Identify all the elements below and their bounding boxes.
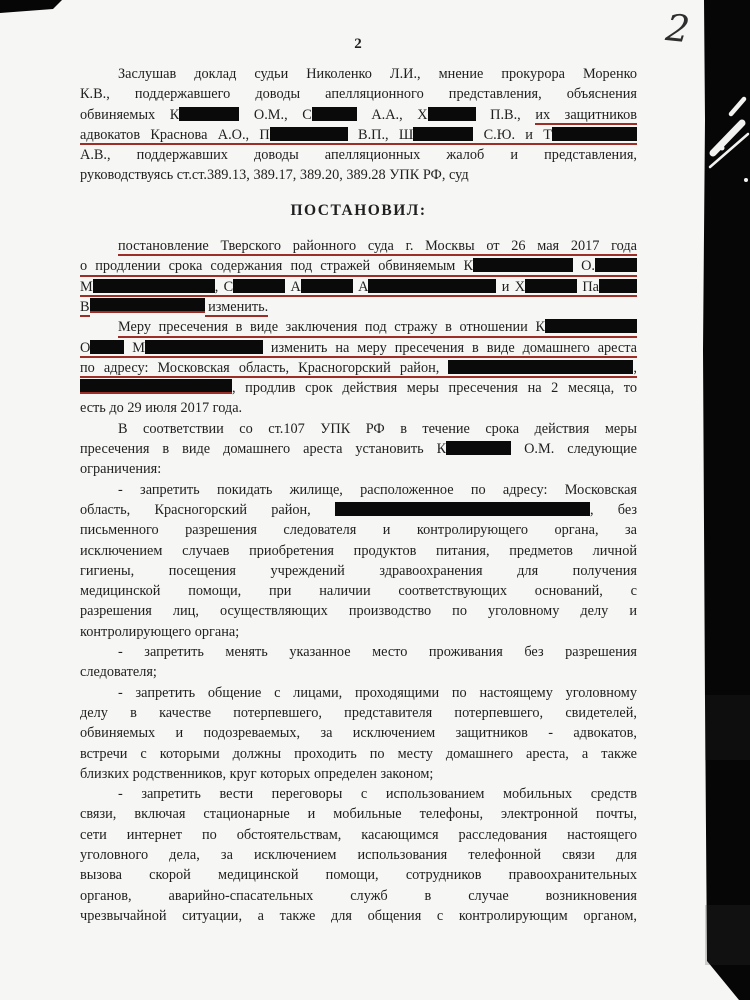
text-run: о продлении срока содержания под стражей обвиняемым К [80, 258, 473, 275]
text-run: разрешения лиц, осуществляющих производство по уголовному делу и [80, 603, 637, 620]
scan-edge-right-band [703, 0, 750, 1000]
document-text [80, 64, 637, 926]
redaction-box [552, 127, 637, 141]
resolution-heading: ПОСТАНОВИЛ: [290, 201, 427, 219]
text-run: следователя; [80, 664, 157, 681]
redaction-box [90, 298, 205, 313]
text-run: - запретить покидать жилище, расположенное по адресу: Московская [118, 481, 637, 498]
page-number: 2 [354, 36, 363, 52]
text-run: обвиняемых К [80, 106, 180, 123]
text-run: А [352, 278, 369, 295]
underlined-text: В [80, 298, 90, 315]
text-run: М [124, 339, 145, 356]
text-run: пресечения в виде домашнего ареста установить К [80, 441, 447, 458]
redaction-box [428, 107, 476, 121]
text-run: изменить на меру пресечения в виде домашнего ареста [262, 339, 637, 356]
text-run: медицинской помощи, при наличии соответствующих оснований, с [80, 583, 637, 600]
redaction-box [473, 258, 573, 272]
text-run: органов, аварийно-спасательных служб в случае возникновения [80, 887, 637, 904]
redaction-box [545, 319, 637, 333]
text-run: О.М., С [239, 106, 312, 123]
text-run: встречи с которыми должны проходить по месту домашнего ареста, а также [80, 745, 637, 762]
document-line [80, 84, 637, 104]
text-run: , [633, 359, 637, 376]
document-line [80, 378, 637, 398]
scan-edge-top-left [0, 0, 62, 13]
text-run: адвокатов Краснова А.О., П [80, 126, 270, 143]
text-run: - запретить менять указанное место проживания без разрешения [118, 644, 637, 661]
redaction-box [312, 107, 357, 121]
text-run: М [80, 278, 93, 295]
redaction-box [368, 279, 496, 293]
document-line [80, 845, 637, 865]
scan-noise [705, 695, 750, 760]
text-run: О. [573, 258, 595, 275]
document-line [80, 500, 637, 520]
redaction-box [301, 279, 353, 293]
document-line [80, 398, 637, 418]
text-run: ограничения: [80, 461, 162, 478]
text-run: А.А., Х [356, 106, 428, 123]
text-run: Заслушав доклад судьи Николенко Л.И., мнение прокурора Моренко [118, 66, 637, 82]
underlined-text: их защитников [535, 106, 638, 123]
document-line [80, 520, 637, 540]
redaction-box [93, 279, 215, 293]
document-line [80, 145, 637, 165]
text-run: чрезвычайной ситуации, а также для общения с контролирующим органом, [80, 907, 637, 924]
scan-noise [705, 905, 750, 965]
text-run: сети интернет по обстоятельствам, касающимся расследования настоящего [80, 826, 637, 843]
text-run: К.В., поддержавшего доводы апелляционного представления, объяснения [80, 86, 637, 103]
redaction-box [270, 127, 348, 141]
document-line [80, 105, 637, 125]
document-line [80, 662, 637, 682]
text-run: письменного разрешения следователя и контролирующего органа, за [80, 522, 637, 539]
text-run: область, Красногорский район, [80, 501, 335, 518]
text-run: П.В., [475, 106, 536, 123]
document-line [80, 317, 637, 337]
redaction-box [413, 127, 473, 141]
document-line [80, 622, 637, 642]
document-line [80, 125, 637, 145]
underlined-text: изменить. [204, 298, 269, 315]
document-line [80, 723, 637, 743]
document-line [80, 703, 637, 723]
redaction-box [446, 441, 511, 455]
text-run: А.В., поддержавших доводы апелляционных жалоб и представления, [80, 147, 637, 164]
document-line [80, 419, 637, 439]
document-line [80, 439, 637, 459]
document-line [80, 865, 637, 885]
document-line [80, 744, 637, 764]
handwritten-page-number: 2 [663, 6, 692, 52]
document-line [80, 459, 637, 479]
redaction-box [145, 340, 263, 354]
text-run: А [285, 278, 301, 295]
document-line [80, 297, 637, 317]
text-run: О.М. следующие [511, 441, 637, 458]
paperclip-artifact [710, 99, 748, 182]
document-line [80, 825, 637, 845]
text-run: , без [589, 501, 637, 518]
text-run: В.П., Ш [347, 126, 414, 143]
document-line [80, 764, 637, 784]
redaction-box [90, 340, 124, 354]
redaction-box [233, 279, 285, 293]
text-run: исключением случаев приобретения продуктов питания, предметов личной [80, 542, 637, 559]
text-run: делу в качестве потерпевшего, представителя потерпевшего, свидетелей, [80, 704, 637, 721]
redaction-box [80, 379, 232, 394]
text-run: вызова скорой медицинской помощи, сотрудников правоохранительных [80, 867, 637, 884]
text-run: Меру пресечения в виде заключения под стражу в отношении К [118, 319, 545, 336]
text-run: есть до 29 июля 2017 года. [80, 400, 243, 417]
document-line [80, 642, 637, 662]
text-run: по адресу: Московская область, Красногорский район, [80, 359, 449, 376]
document-line [80, 601, 637, 621]
text-run: обвиняемых и подозреваемых, за исключением защитников - адвокатов, [80, 725, 637, 742]
text-run: гигиены, посещения учреждений здравоохранения для получения [80, 562, 637, 579]
document-line [80, 338, 637, 358]
document-line [80, 256, 637, 276]
text-run: О [80, 339, 91, 356]
document-line [80, 561, 637, 581]
text-run: уголовного дела, за исключением использования телефонной связи для [80, 846, 637, 863]
redaction-box [179, 107, 239, 121]
text-run: контролирующего органа; [80, 623, 240, 640]
redaction-box [448, 360, 633, 374]
document-line [80, 804, 637, 824]
document-line [80, 784, 637, 804]
text-run: Па [577, 278, 599, 295]
redaction-box [525, 279, 577, 293]
text-run: , С [214, 278, 234, 295]
text-run: С.Ю. и Т [473, 126, 552, 143]
document-line [80, 480, 637, 500]
redaction-box [335, 502, 590, 516]
text-run: - запретить общение с лицами, проходящими по настоящему уголовному [118, 684, 637, 701]
text-run: связи, включая стационарные и мобильные телефоны, электронной почты, [80, 806, 637, 823]
document-line [80, 886, 637, 906]
document-line [80, 906, 637, 926]
document-line [80, 581, 637, 601]
document-line [80, 541, 637, 561]
document-line [80, 64, 637, 84]
document-line [80, 165, 637, 185]
document-line [80, 236, 637, 256]
document-line [80, 358, 637, 378]
redaction-box [599, 279, 637, 293]
document-line [80, 277, 637, 297]
text-run: , продлив срок действия меры пресечения на 2 месяца, то [232, 380, 637, 397]
text-run: постановление Тверского районного суда г. Москвы от 26 мая 2017 года [118, 238, 637, 255]
text-run: близких родственников, круг которых определен законом; [80, 765, 434, 782]
text-run: и Х [496, 278, 526, 295]
text-run: руководствуясь ст.ст.389.13, 389.17, 389.20, 389.28 УПК РФ, суд [80, 167, 469, 184]
document-line [80, 683, 637, 703]
text-run: - запретить вести переговоры с использованием мобильных средств [118, 786, 637, 803]
redaction-box [595, 258, 637, 272]
text-run: В соответствии со ст.107 УПК РФ в течение срока действия меры [118, 420, 637, 437]
